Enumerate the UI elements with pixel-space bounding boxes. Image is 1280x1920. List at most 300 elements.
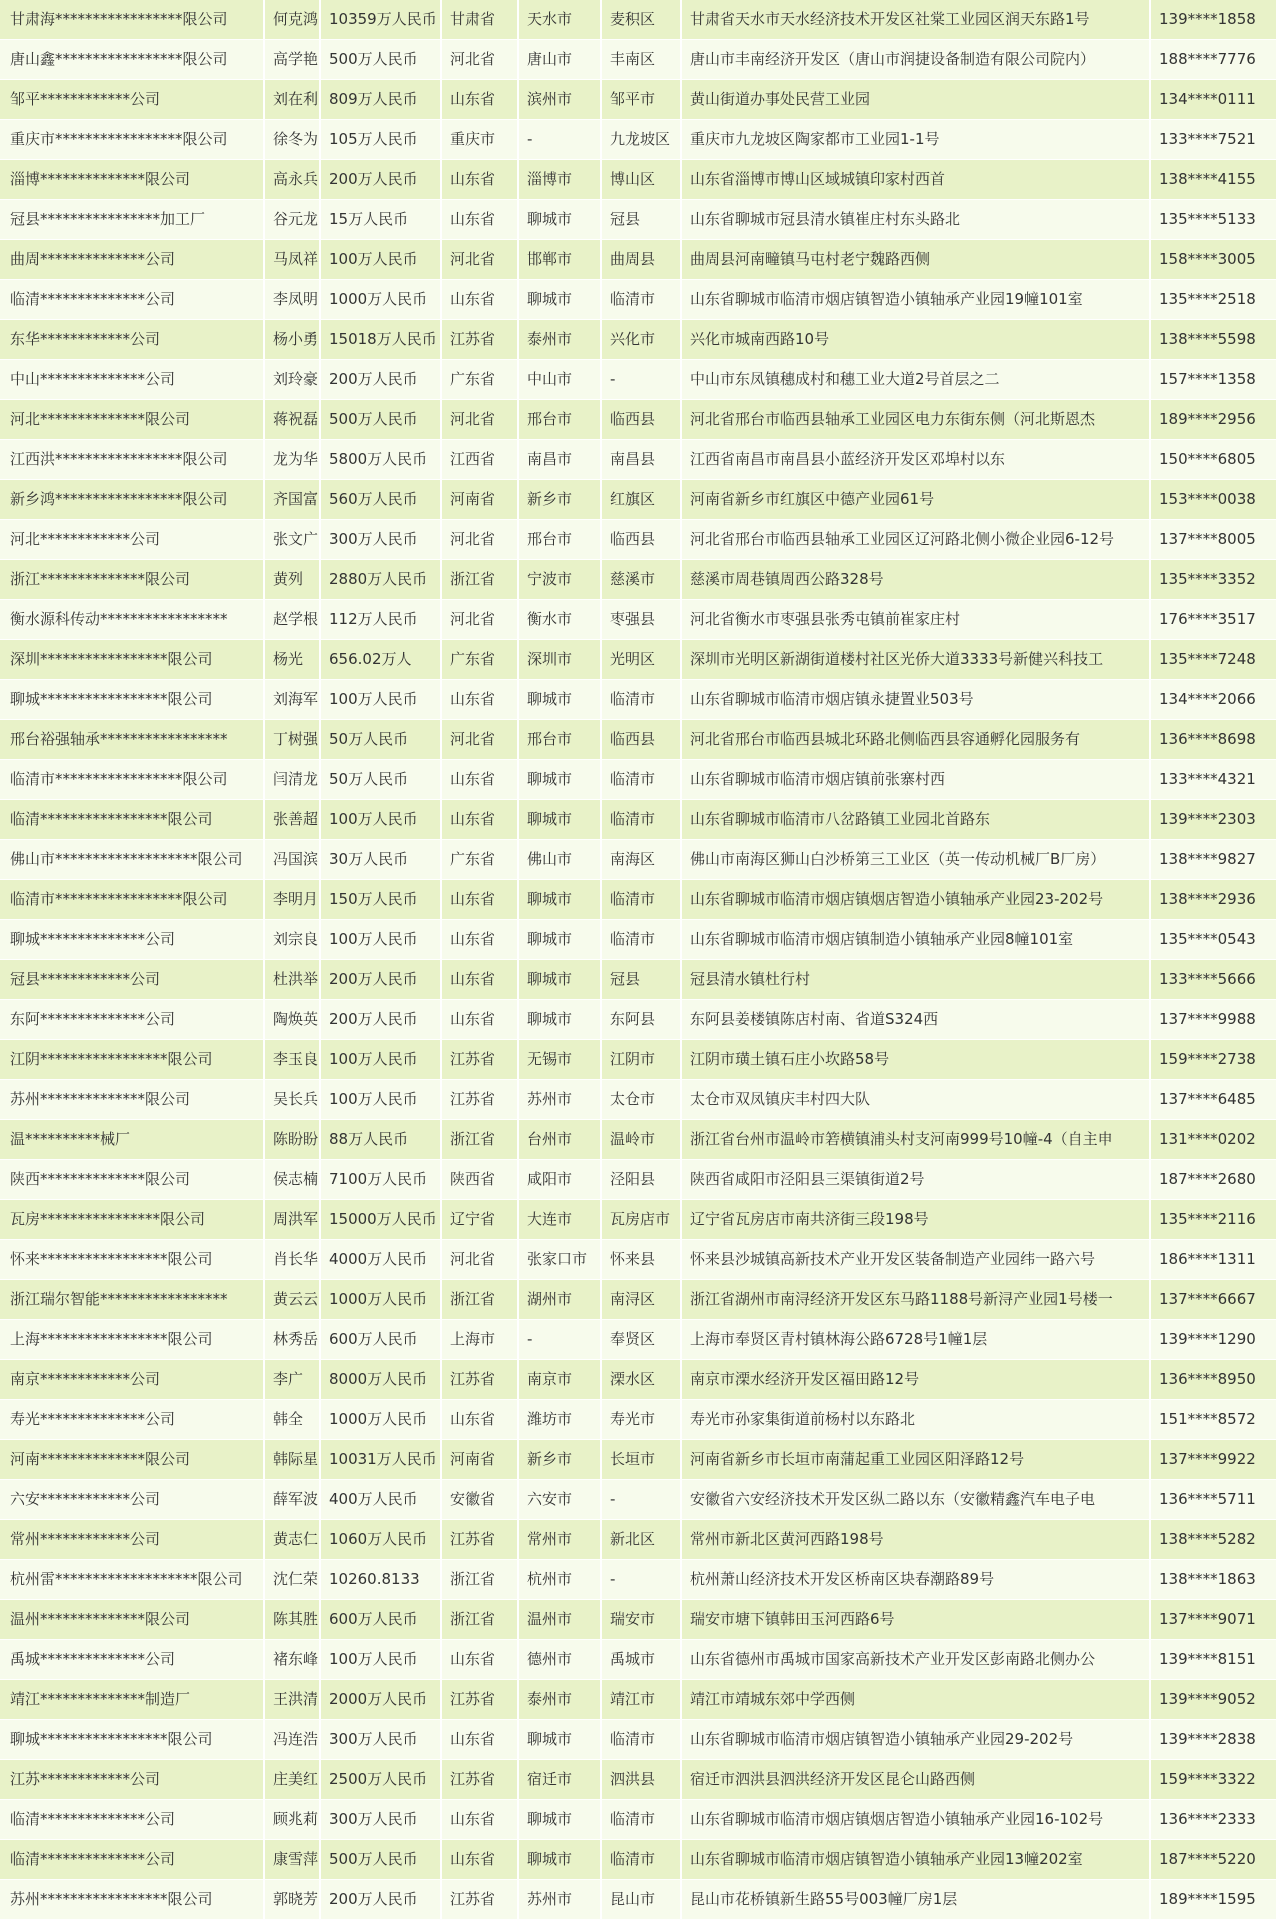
legal-rep-cell: 张善超 <box>264 800 320 840</box>
table-row <box>0 1240 1276 1280</box>
registered-capital-cell: 100万人民币 <box>320 800 441 840</box>
company-name-cell: 河南**************限公司 <box>0 1440 264 1480</box>
registered-capital-cell: 200万人民币 <box>320 160 441 200</box>
phone-cell: 133****7521 <box>1150 120 1276 160</box>
city-cell: 邢台市 <box>518 720 601 760</box>
company-name-cell: 唐山鑫*****************限公司 <box>0 40 264 80</box>
province-cell: 浙江省 <box>441 1560 518 1600</box>
registered-capital-cell: 300万人民币 <box>320 1800 441 1840</box>
district-cell: 泗洪县 <box>601 1760 681 1800</box>
registered-capital-cell: 8000万人民币 <box>320 1360 441 1400</box>
province-cell: 山东省 <box>441 960 518 1000</box>
table-row <box>0 1400 1276 1440</box>
phone-cell: 135****2116 <box>1150 1200 1276 1240</box>
phone-cell: 136****8698 <box>1150 720 1276 760</box>
province-cell: 江苏省 <box>441 1080 518 1120</box>
province-cell: 山东省 <box>441 1400 518 1440</box>
district-cell: 邹平市 <box>601 80 681 120</box>
phone-cell: 138****4155 <box>1150 160 1276 200</box>
city-cell: 滨州市 <box>518 80 601 120</box>
phone-cell: 151****8572 <box>1150 1400 1276 1440</box>
company-name-cell: 东华************公司 <box>0 320 264 360</box>
table-row <box>0 800 1276 840</box>
province-cell: 河北省 <box>441 520 518 560</box>
table-row <box>0 1360 1276 1400</box>
table-row <box>0 1800 1276 1840</box>
district-cell: 临清市 <box>601 800 681 840</box>
phone-cell: 138****5598 <box>1150 320 1276 360</box>
company-name-cell: 佛山市*******************限公司 <box>0 840 264 880</box>
district-cell: 怀来县 <box>601 1240 681 1280</box>
city-cell: 衡水市 <box>518 600 601 640</box>
table-row <box>0 1440 1276 1480</box>
phone-cell: 153****0038 <box>1150 480 1276 520</box>
company-name-cell: 中山**************公司 <box>0 360 264 400</box>
province-cell: 江苏省 <box>441 1880 518 1920</box>
province-cell: 广东省 <box>441 840 518 880</box>
address-cell: 兴化市城南西路10号 <box>681 320 1150 360</box>
city-cell: 泰州市 <box>518 1680 601 1720</box>
table-row <box>0 1080 1276 1120</box>
company-name-cell: 禹城**************公司 <box>0 1640 264 1680</box>
legal-rep-cell: 杨光 <box>264 640 320 680</box>
phone-cell: 186****1311 <box>1150 1240 1276 1280</box>
table-row <box>0 960 1276 1000</box>
company-name-cell: 临清**************公司 <box>0 1840 264 1880</box>
table-row <box>0 840 1276 880</box>
phone-cell: 133****5666 <box>1150 960 1276 1000</box>
district-cell: 南海区 <box>601 840 681 880</box>
city-cell: - <box>518 120 601 160</box>
address-cell: 瑞安市塘下镇韩田玉河西路6号 <box>681 1600 1150 1640</box>
address-cell: 山东省聊城市临清市烟店镇永捷置业503号 <box>681 680 1150 720</box>
city-cell: 聊城市 <box>518 880 601 920</box>
city-cell: 六安市 <box>518 1480 601 1520</box>
province-cell: 上海市 <box>441 1320 518 1360</box>
district-cell: 临清市 <box>601 880 681 920</box>
table-row <box>0 1560 1276 1600</box>
province-cell: 山东省 <box>441 800 518 840</box>
table-row <box>0 720 1276 760</box>
province-cell: 江苏省 <box>441 1680 518 1720</box>
phone-cell: 136****8950 <box>1150 1360 1276 1400</box>
legal-rep-cell: 冯连浩 <box>264 1720 320 1760</box>
phone-cell: 138****2936 <box>1150 880 1276 920</box>
legal-rep-cell: 闫清龙 <box>264 760 320 800</box>
district-cell: 麦积区 <box>601 0 681 40</box>
city-cell: 邯郸市 <box>518 240 601 280</box>
address-cell: 山东省聊城市冠县清水镇崔庄村东头路北 <box>681 200 1150 240</box>
district-cell: 长垣市 <box>601 1440 681 1480</box>
table-row <box>0 1000 1276 1040</box>
company-name-cell: 深圳*****************限公司 <box>0 640 264 680</box>
province-cell: 山东省 <box>441 760 518 800</box>
phone-cell: 176****3517 <box>1150 600 1276 640</box>
phone-cell: 187****2680 <box>1150 1160 1276 1200</box>
province-cell: 江苏省 <box>441 1360 518 1400</box>
company-name-cell: 邹平************公司 <box>0 80 264 120</box>
registered-capital-cell: 50万人民币 <box>320 720 441 760</box>
registered-capital-cell: 1000万人民币 <box>320 1280 441 1320</box>
legal-rep-cell: 薛军波 <box>264 1480 320 1520</box>
province-cell: 陕西省 <box>441 1160 518 1200</box>
address-cell: 河北省衡水市枣强县张秀屯镇前崔家庄村 <box>681 600 1150 640</box>
city-cell: 聊城市 <box>518 920 601 960</box>
table-row <box>0 920 1276 960</box>
legal-rep-cell: 何克鸿 <box>264 0 320 40</box>
legal-rep-cell: 刘宗良 <box>264 920 320 960</box>
company-name-cell: 临清**************公司 <box>0 280 264 320</box>
province-cell: 江苏省 <box>441 1520 518 1560</box>
company-name-cell: 淄博**************限公司 <box>0 160 264 200</box>
address-cell: 江阴市璜土镇石庄小坎路58号 <box>681 1040 1150 1080</box>
table-row <box>0 760 1276 800</box>
city-cell: 咸阳市 <box>518 1160 601 1200</box>
district-cell: 靖江市 <box>601 1680 681 1720</box>
legal-rep-cell: 刘在利 <box>264 80 320 120</box>
address-cell: 河南省新乡市红旗区中德产业园61号 <box>681 480 1150 520</box>
phone-cell: 135****0543 <box>1150 920 1276 960</box>
legal-rep-cell: 龙为华 <box>264 440 320 480</box>
legal-rep-cell: 林秀岳 <box>264 1320 320 1360</box>
company-name-cell: 江西洪*****************限公司 <box>0 440 264 480</box>
legal-rep-cell: 郭晓芳 <box>264 1880 320 1920</box>
address-cell: 山东省聊城市临清市烟店镇智造小镇轴承产业园19幢101室 <box>681 280 1150 320</box>
table-row <box>0 1760 1276 1800</box>
province-cell: 山东省 <box>441 80 518 120</box>
company-name-cell: 临清市*****************限公司 <box>0 880 264 920</box>
legal-rep-cell: 张文广 <box>264 520 320 560</box>
company-name-cell: 临清市*****************限公司 <box>0 760 264 800</box>
legal-rep-cell: 褚东峰 <box>264 1640 320 1680</box>
table-row <box>0 1640 1276 1680</box>
registered-capital-cell: 500万人民币 <box>320 1840 441 1880</box>
registered-capital-cell: 100万人民币 <box>320 1080 441 1120</box>
table-row <box>0 280 1276 320</box>
legal-rep-cell: 刘玲豪 <box>264 360 320 400</box>
phone-cell: 137****6667 <box>1150 1280 1276 1320</box>
city-cell: 泰州市 <box>518 320 601 360</box>
company-name-cell: 温**********械厂 <box>0 1120 264 1160</box>
phone-cell: 135****7248 <box>1150 640 1276 680</box>
registered-capital-cell: 600万人民币 <box>320 1600 441 1640</box>
district-cell: 南浔区 <box>601 1280 681 1320</box>
registered-capital-cell: 1060万人民币 <box>320 1520 441 1560</box>
province-cell: 山东省 <box>441 680 518 720</box>
province-cell: 山东省 <box>441 1720 518 1760</box>
phone-cell: 188****7776 <box>1150 40 1276 80</box>
city-cell: 新乡市 <box>518 480 601 520</box>
phone-cell: 189****2956 <box>1150 400 1276 440</box>
company-name-cell: 苏州**************限公司 <box>0 1080 264 1120</box>
district-cell: 温岭市 <box>601 1120 681 1160</box>
district-cell: 新北区 <box>601 1520 681 1560</box>
address-cell: 河北省邢台市临西县城北环路北侧临西县容通孵化园服务有 <box>681 720 1150 760</box>
district-cell: 曲周县 <box>601 240 681 280</box>
district-cell: 冠县 <box>601 200 681 240</box>
registered-capital-cell: 15000万人民币 <box>320 1200 441 1240</box>
city-cell: 南京市 <box>518 1360 601 1400</box>
province-cell: 江西省 <box>441 440 518 480</box>
district-cell: 临清市 <box>601 760 681 800</box>
company-name-cell: 河北************公司 <box>0 520 264 560</box>
company-name-cell: 陕西**************限公司 <box>0 1160 264 1200</box>
district-cell: - <box>601 360 681 400</box>
address-cell: 深圳市光明区新湖街道楼村社区光侨大道3333号新健兴科技工 <box>681 640 1150 680</box>
company-name-cell: 冠县****************加工厂 <box>0 200 264 240</box>
table-row <box>0 480 1276 520</box>
address-cell: 辽宁省瓦房店市南共济街三段198号 <box>681 1200 1150 1240</box>
phone-cell: 159****3322 <box>1150 1760 1276 1800</box>
legal-rep-cell: 谷元龙 <box>264 200 320 240</box>
district-cell: 慈溪市 <box>601 560 681 600</box>
address-cell: 怀来县沙城镇高新技术产业开发区装备制造产业园纬一路六号 <box>681 1240 1150 1280</box>
address-cell: 慈溪市周巷镇周西公路328号 <box>681 560 1150 600</box>
legal-rep-cell: 杨小勇 <box>264 320 320 360</box>
registered-capital-cell: 656.02万人 <box>320 640 441 680</box>
district-cell: 临清市 <box>601 920 681 960</box>
address-cell: 山东省聊城市临清市八岔路镇工业园北首路东 <box>681 800 1150 840</box>
legal-rep-cell: 李凤明 <box>264 280 320 320</box>
table-row <box>0 320 1276 360</box>
province-cell: 河北省 <box>441 400 518 440</box>
city-cell: 天水市 <box>518 0 601 40</box>
province-cell: 山东省 <box>441 1640 518 1680</box>
city-cell: 苏州市 <box>518 1080 601 1120</box>
city-cell: 唐山市 <box>518 40 601 80</box>
province-cell: 浙江省 <box>441 1120 518 1160</box>
province-cell: 江苏省 <box>441 1040 518 1080</box>
registered-capital-cell: 2880万人民币 <box>320 560 441 600</box>
company-name-cell: 冠县************公司 <box>0 960 264 1000</box>
city-cell: 邢台市 <box>518 520 601 560</box>
legal-rep-cell: 韩全 <box>264 1400 320 1440</box>
legal-rep-cell: 周洪军 <box>264 1200 320 1240</box>
address-cell: 寿光市孙家集街道前杨村以东路北 <box>681 1400 1150 1440</box>
legal-rep-cell: 顾兆莉 <box>264 1800 320 1840</box>
district-cell: - <box>601 1480 681 1520</box>
district-cell: 临西县 <box>601 720 681 760</box>
district-cell: 临清市 <box>601 280 681 320</box>
company-name-cell: 邢台裕强轴承***************** <box>0 720 264 760</box>
province-cell: 山东省 <box>441 1000 518 1040</box>
district-cell: 瑞安市 <box>601 1600 681 1640</box>
address-cell: 山东省聊城市临清市烟店镇烟店智造小镇轴承产业园16-102号 <box>681 1800 1150 1840</box>
table-row <box>0 120 1276 160</box>
legal-rep-cell: 李明月 <box>264 880 320 920</box>
registered-capital-cell: 500万人民币 <box>320 400 441 440</box>
company-name-cell: 新乡鸿*****************限公司 <box>0 480 264 520</box>
registered-capital-cell: 5800万人民币 <box>320 440 441 480</box>
city-cell: 淄博市 <box>518 160 601 200</box>
table-row <box>0 360 1276 400</box>
city-cell: 苏州市 <box>518 1880 601 1920</box>
table-row <box>0 520 1276 560</box>
city-cell: 潍坊市 <box>518 1400 601 1440</box>
phone-cell: 187****5220 <box>1150 1840 1276 1880</box>
phone-cell: 135****5133 <box>1150 200 1276 240</box>
address-cell: 山东省聊城市临清市烟店镇智造小镇轴承产业园13幢202室 <box>681 1840 1150 1880</box>
registered-capital-cell: 200万人民币 <box>320 960 441 1000</box>
city-cell: 聊城市 <box>518 680 601 720</box>
district-cell: 江阴市 <box>601 1040 681 1080</box>
phone-cell: 137****6485 <box>1150 1080 1276 1120</box>
phone-cell: 134****2066 <box>1150 680 1276 720</box>
company-name-cell: 衡水源科传动***************** <box>0 600 264 640</box>
district-cell: 冠县 <box>601 960 681 1000</box>
province-cell: 河南省 <box>441 1440 518 1480</box>
table-row <box>0 400 1276 440</box>
phone-cell: 158****3005 <box>1150 240 1276 280</box>
address-cell: 山东省淄博市博山区域城镇印家村西首 <box>681 160 1150 200</box>
phone-cell: 139****2303 <box>1150 800 1276 840</box>
table-row <box>0 1720 1276 1760</box>
address-cell: 江西省南昌市南昌县小蓝经济开发区邓埠村以东 <box>681 440 1150 480</box>
registered-capital-cell: 150万人民币 <box>320 880 441 920</box>
phone-cell: 139****1858 <box>1150 0 1276 40</box>
address-cell: 山东省德州市禹城市国家高新技术产业开发区彭南路北侧办公 <box>681 1640 1150 1680</box>
legal-rep-cell: 沈仁荣 <box>264 1560 320 1600</box>
legal-rep-cell: 李广 <box>264 1360 320 1400</box>
company-name-cell: 河北**************限公司 <box>0 400 264 440</box>
registered-capital-cell: 10359万人民币 <box>320 0 441 40</box>
legal-rep-cell: 李玉良 <box>264 1040 320 1080</box>
legal-rep-cell: 黄列 <box>264 560 320 600</box>
district-cell: 博山区 <box>601 160 681 200</box>
company-name-cell: 重庆市*****************限公司 <box>0 120 264 160</box>
city-cell: 常州市 <box>518 1520 601 1560</box>
phone-cell: 133****4321 <box>1150 760 1276 800</box>
address-cell: 重庆市九龙坡区陶家都市工业园1-1号 <box>681 120 1150 160</box>
city-cell: 无锡市 <box>518 1040 601 1080</box>
table-row <box>0 1200 1276 1240</box>
registered-capital-cell: 600万人民币 <box>320 1320 441 1360</box>
registered-capital-cell: 15万人民币 <box>320 200 441 240</box>
address-cell: 冠县清水镇杜行村 <box>681 960 1150 1000</box>
address-cell: 山东省聊城市临清市烟店镇智造小镇轴承产业园29-202号 <box>681 1720 1150 1760</box>
district-cell: 溧水区 <box>601 1360 681 1400</box>
legal-rep-cell: 冯国滨 <box>264 840 320 880</box>
table-row <box>0 240 1276 280</box>
city-cell: 聊城市 <box>518 760 601 800</box>
company-name-cell: 靖江**************制造厂 <box>0 1680 264 1720</box>
legal-rep-cell: 韩际星 <box>264 1440 320 1480</box>
table-row <box>0 80 1276 120</box>
province-cell: 山东省 <box>441 200 518 240</box>
table-row <box>0 160 1276 200</box>
district-cell: 临清市 <box>601 1720 681 1760</box>
company-name-cell: 苏州*****************限公司 <box>0 1880 264 1920</box>
city-cell: 湖州市 <box>518 1280 601 1320</box>
registered-capital-cell: 100万人民币 <box>320 1040 441 1080</box>
registered-capital-cell: 100万人民币 <box>320 240 441 280</box>
registered-capital-cell: 4000万人民币 <box>320 1240 441 1280</box>
district-cell: 南昌县 <box>601 440 681 480</box>
phone-cell: 134****0111 <box>1150 80 1276 120</box>
legal-rep-cell: 肖长华 <box>264 1240 320 1280</box>
registered-capital-cell: 300万人民币 <box>320 1720 441 1760</box>
phone-cell: 159****2738 <box>1150 1040 1276 1080</box>
province-cell: 山东省 <box>441 920 518 960</box>
district-cell: 兴化市 <box>601 320 681 360</box>
address-cell: 甘肃省天水市天水经济技术开发区社棠工业园区润天东路1号 <box>681 0 1150 40</box>
registered-capital-cell: 2000万人民币 <box>320 1680 441 1720</box>
table-row <box>0 1280 1276 1320</box>
phone-cell: 136****2333 <box>1150 1800 1276 1840</box>
company-name-cell: 浙江瑞尔智能***************** <box>0 1280 264 1320</box>
registered-capital-cell: 200万人民币 <box>320 1000 441 1040</box>
district-cell: - <box>601 1560 681 1600</box>
address-cell: 上海市奉贤区青村镇林海公路6728号1幢1层 <box>681 1320 1150 1360</box>
city-cell: 聊城市 <box>518 280 601 320</box>
legal-rep-cell: 康雪萍 <box>264 1840 320 1880</box>
legal-rep-cell: 齐国富 <box>264 480 320 520</box>
registered-capital-cell: 112万人民币 <box>320 600 441 640</box>
district-cell: 太仓市 <box>601 1080 681 1120</box>
table-row <box>0 1480 1276 1520</box>
province-cell: 山东省 <box>441 880 518 920</box>
city-cell: 聊城市 <box>518 1000 601 1040</box>
address-cell: 南京市溧水经济开发区福田路12号 <box>681 1360 1150 1400</box>
address-cell: 河北省邢台市临西县轴承工业园区辽河路北侧小微企业园6-12号 <box>681 520 1150 560</box>
table-row <box>0 600 1276 640</box>
registered-capital-cell: 15018万人民币 <box>320 320 441 360</box>
address-cell: 山东省聊城市临清市烟店镇烟店智造小镇轴承产业园23-202号 <box>681 880 1150 920</box>
table-row <box>0 640 1276 680</box>
phone-cell: 138****1863 <box>1150 1560 1276 1600</box>
legal-rep-cell: 刘海军 <box>264 680 320 720</box>
district-cell: 临清市 <box>601 1800 681 1840</box>
phone-cell: 139****2838 <box>1150 1720 1276 1760</box>
registered-capital-cell: 300万人民币 <box>320 520 441 560</box>
legal-rep-cell: 赵学根 <box>264 600 320 640</box>
phone-cell: 150****6805 <box>1150 440 1276 480</box>
phone-cell: 131****0202 <box>1150 1120 1276 1160</box>
phone-cell: 138****5282 <box>1150 1520 1276 1560</box>
legal-rep-cell: 徐冬为 <box>264 120 320 160</box>
province-cell: 河北省 <box>441 240 518 280</box>
company-name-cell: 常州************公司 <box>0 1520 264 1560</box>
company-name-cell: 临清*****************限公司 <box>0 800 264 840</box>
province-cell: 山东省 <box>441 1840 518 1880</box>
registered-capital-cell: 200万人民币 <box>320 1880 441 1920</box>
city-cell: 宁波市 <box>518 560 601 600</box>
city-cell: 温州市 <box>518 1600 601 1640</box>
province-cell: 山东省 <box>441 160 518 200</box>
city-cell: 新乡市 <box>518 1440 601 1480</box>
phone-cell: 157****1358 <box>1150 360 1276 400</box>
province-cell: 河北省 <box>441 40 518 80</box>
legal-rep-cell: 马凤祥 <box>264 240 320 280</box>
district-cell: 瓦房店市 <box>601 1200 681 1240</box>
table-row <box>0 1160 1276 1200</box>
province-cell: 河北省 <box>441 600 518 640</box>
address-cell: 太仓市双凤镇庆丰村四大队 <box>681 1080 1150 1120</box>
company-name-cell: 浙江**************限公司 <box>0 560 264 600</box>
phone-cell: 139****1290 <box>1150 1320 1276 1360</box>
company-name-cell: 临清**************公司 <box>0 1800 264 1840</box>
city-cell: 聊城市 <box>518 200 601 240</box>
registered-capital-cell: 560万人民币 <box>320 480 441 520</box>
address-cell: 中山市东凤镇穗成村和穗工业大道2号首层之二 <box>681 360 1150 400</box>
address-cell: 山东省聊城市临清市烟店镇前张寨村西 <box>681 760 1150 800</box>
legal-rep-cell: 陈其胜 <box>264 1600 320 1640</box>
phone-cell: 137****8005 <box>1150 520 1276 560</box>
registered-capital-cell: 100万人民币 <box>320 920 441 960</box>
phone-cell: 137****9988 <box>1150 1000 1276 1040</box>
address-cell: 河南省新乡市长垣市南蒲起重工业园区阳泽路12号 <box>681 1440 1150 1480</box>
phone-cell: 135****2518 <box>1150 280 1276 320</box>
